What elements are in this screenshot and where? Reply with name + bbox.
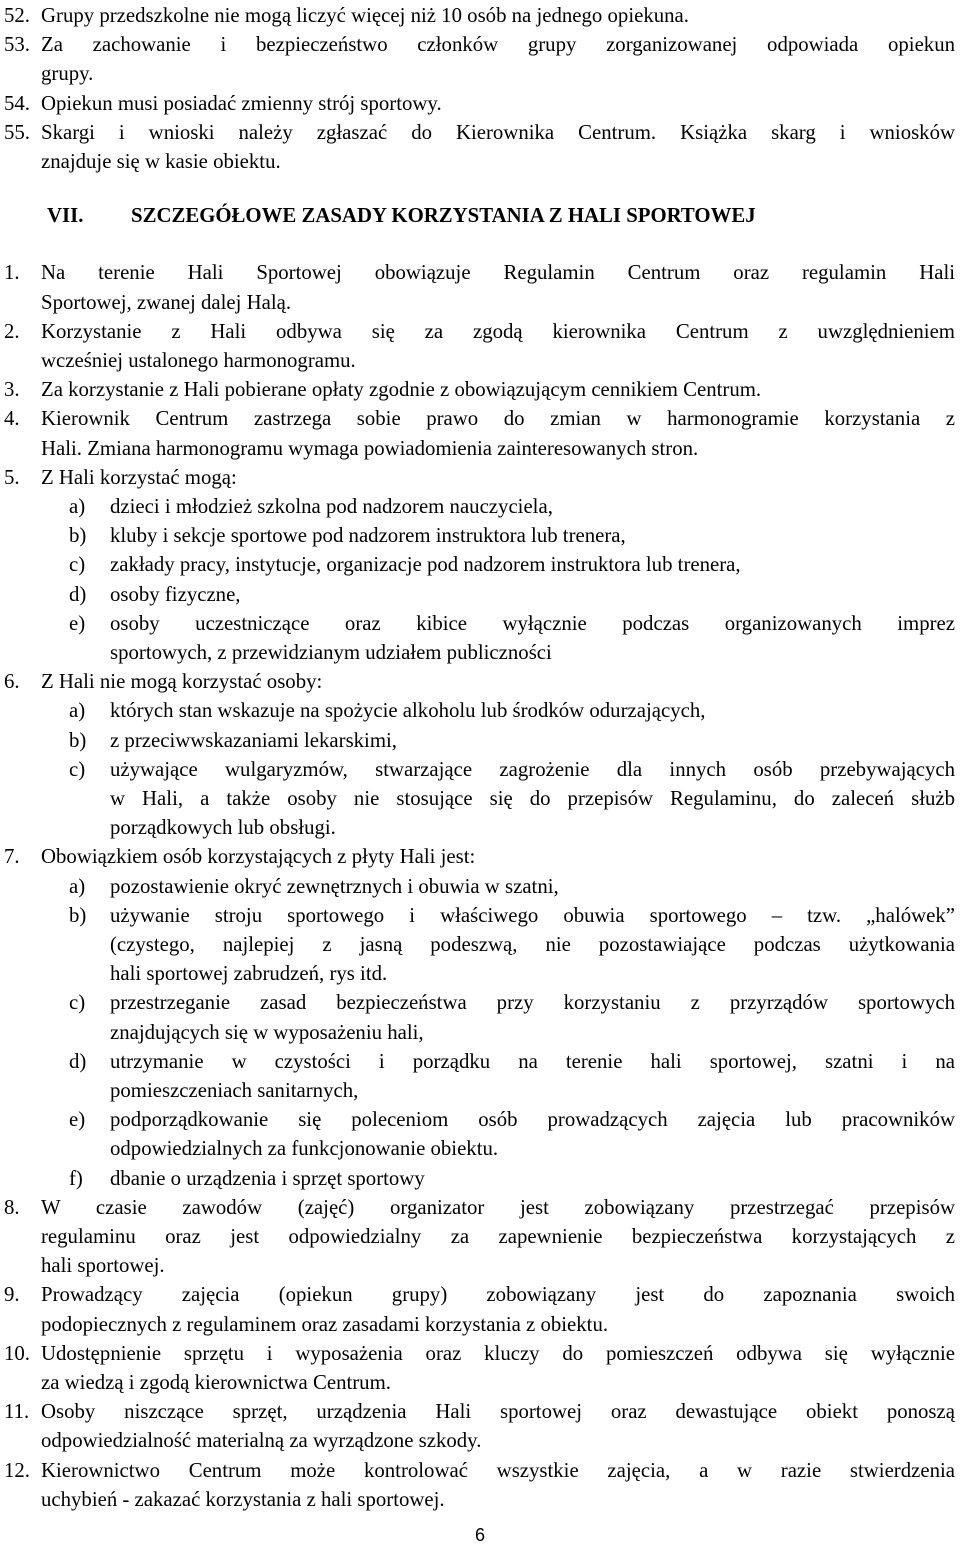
- subitem-text: odpowiedzialnych za funkcjonowanie obiektu.: [110, 1137, 499, 1161]
- subitem-text: używające wulgaryzmów, stwarzające zagrożenie dla innych osób przebywających: [110, 757, 955, 781]
- item-text: za wiedzą i zgodą kierownictwa Centrum.: [41, 1371, 391, 1394]
- section-title: SZCZEGÓŁOWE ZASADY KORZYSTANIA Z HALI SPORTOWEJ: [131, 204, 756, 228]
- subitem-letter: b): [69, 728, 87, 752]
- item-number: 52.: [4, 4, 30, 27]
- page-number: 6: [474, 1525, 485, 1545]
- subitem-text: osoby fizyczne,: [110, 582, 241, 606]
- item-text: Za zachowanie i bezpieczeństwo członków grupy zorganizowanej odpowiada opiekun: [41, 33, 955, 57]
- subitem-text: kluby i sekcje sportowe pod nadzorem instruktora lub trenera,: [110, 524, 626, 548]
- subitem-text: utrzymanie w czystości i porządku na terenie hali sportowej, szatni i na: [110, 1049, 955, 1073]
- item-text: Kierownictwo Centrum może kontrolować wszystkie zajęcia, a w razie stwierdzenia: [41, 1458, 955, 1482]
- subitem-letter: b): [69, 903, 87, 927]
- subitem-text: pomieszczeniach sanitarnych,: [110, 1079, 359, 1102]
- item-text: wcześniej ustalonego harmonogramu.: [41, 349, 356, 372]
- subitem-text: znajdujących się w wyposażeniu hali,: [110, 1020, 424, 1044]
- item-number: 5.: [4, 465, 20, 489]
- subitem-letter: e): [69, 611, 86, 635]
- item-text: podopiecznych z regulaminem oraz zasadami korzystania z obiektu.: [41, 1312, 609, 1336]
- section-number: VII.: [47, 204, 84, 228]
- subitem-text: w Hali, a także osoby nie stosujące się do przepisów Regulaminu, do zaleceń służb: [110, 787, 955, 810]
- item-number: 4.: [4, 407, 20, 431]
- item-text: regulaminu oraz jest odpowiedzialny za zapewnienie bezpieczeństwa korzystających z: [41, 1225, 955, 1248]
- item-text: Grupy przedszkolne nie mogą liczyć więcej niż 10 osób na jednego opiekuna.: [41, 4, 689, 27]
- subitem-letter: d): [69, 582, 87, 606]
- item-text: Z Hali korzystać mogą:: [41, 465, 237, 489]
- subitem-letter: d): [69, 1049, 87, 1073]
- subitem-text: z przeciwwskazaniami lekarskimi,: [110, 728, 397, 752]
- item-text: Opiekun musi posiadać zmienny strój sportowy.: [41, 91, 442, 115]
- subitem-text: hali sportowej zabrudzeń, rys itd.: [110, 962, 388, 986]
- item-text: Za korzystanie z Hali pobierane opłaty zgodnie z obowiązującym cennikiem Centrum.: [41, 378, 762, 402]
- item-text: odpowiedzialność materialną za wyrządzone szkody.: [41, 1429, 482, 1453]
- item-text: Udostępnienie sprzętu i wyposażenia oraz kluczy do pomieszczeń odbywa się wyłącznie: [41, 1341, 955, 1365]
- item-number: 2.: [4, 319, 20, 343]
- subitem-letter: c): [69, 757, 86, 781]
- subitem-text: sportowych, z przewidzianym udziałem publiczności: [110, 641, 552, 664]
- subitem-text: zakłady pracy, instytucje, organizacje pod nadzorem instruktora lub trenera,: [110, 553, 741, 577]
- item-text: grupy.: [41, 62, 94, 86]
- item-number: 10.: [4, 1341, 30, 1365]
- item-number: 1.: [4, 261, 20, 285]
- subitem-text: pozostawienie okryć zewnętrznych i obuwia w szatni,: [110, 874, 559, 898]
- item-text: Skargi i wnioski należy zgłaszać do Kierownika Centrum. Książka skarg i wniosków: [41, 120, 955, 144]
- subitem-letter: c): [69, 553, 86, 577]
- item-text: znajduje się w kasie obiektu.: [41, 150, 281, 173]
- item-text: Z Hali nie mogą korzystać osoby:: [41, 670, 323, 694]
- item-number: 9.: [4, 1283, 20, 1307]
- subitem-letter: a): [69, 874, 86, 898]
- item-number: 8.: [4, 1195, 20, 1219]
- item-number: 53.: [4, 33, 30, 57]
- subitem-text: (czystego, najlepiej z jasną podeszwą, nie pozostawiające podczas użytkowania: [110, 933, 955, 956]
- item-number: 3.: [4, 378, 20, 402]
- subitem-text: dbanie o urządzenia i sprzęt sportowy: [110, 1166, 425, 1190]
- subitem-text: przestrzeganie zasad bezpieczeństwa przy korzystaniu z przyrządów sportowych: [110, 991, 955, 1015]
- subitem-letter: f): [69, 1166, 83, 1190]
- item-number: 6.: [4, 670, 20, 694]
- item-text: Kierownik Centrum zastrzega sobie prawo do zmian w harmonogramie korzystania z: [41, 407, 955, 431]
- item-text: hali sportowej.: [41, 1254, 165, 1278]
- item-text: W czasie zawodów (zajęć) organizator jest zobowiązany przestrzegać przepisów: [41, 1195, 955, 1219]
- item-number: 54.: [4, 91, 30, 115]
- subitem-letter: b): [69, 524, 87, 548]
- subitem-letter: a): [69, 495, 86, 518]
- subitem-text: osoby uczestniczące oraz kibice wyłącznie podczas organizowanych imprez: [110, 611, 955, 635]
- item-number: 11.: [4, 1400, 30, 1424]
- subitem-letter: c): [69, 991, 86, 1015]
- item-text: Sportowej, zwanej dalej Halą.: [41, 290, 292, 314]
- item-text: Korzystanie z Hali odbywa się za zgodą kierownika Centrum z uwzględnieniem: [41, 319, 955, 343]
- item-number: 7.: [4, 845, 20, 869]
- subitem-text: używanie stroju sportowego i właściwego obuwia sportowego – tzw. „halówek”: [110, 903, 955, 927]
- item-text: Hali. Zmiana harmonogramu wymaga powiadomienia zainteresowanych stron.: [41, 436, 699, 460]
- item-text: Na terenie Hali Sportowej obowiązuje Regulamin Centrum oraz regulamin Hali: [41, 261, 955, 285]
- subitem-letter: a): [69, 699, 86, 723]
- subitem-text: podporządkowanie się poleceniom osób prowadzących zajęcia lub pracowników: [110, 1108, 955, 1132]
- item-text: Obowiązkiem osób korzystających z płyty Hali jest:: [41, 845, 476, 869]
- item-text: uchybień - zakazać korzystania z hali sportowej.: [41, 1487, 445, 1511]
- item-number: 12.: [4, 1458, 30, 1482]
- item-text: Osoby niszczące sprzęt, urządzenia Hali sportowej oraz dewastujące obiekt ponoszą: [41, 1400, 955, 1424]
- subitem-text: dzieci i młodzież szkolna pod nadzorem nauczyciela,: [110, 495, 553, 518]
- item-number: 55.: [4, 120, 30, 144]
- subitem-text: których stan wskazuje na spożycie alkoholu lub środków odurzających,: [110, 699, 706, 723]
- subitem-text: porządkowych lub obsługi.: [110, 816, 336, 840]
- subitem-letter: e): [69, 1108, 86, 1132]
- item-text: Prowadzący zajęcia (opiekun grupy) zobowiązany jest do zapoznania swoich: [41, 1283, 955, 1307]
